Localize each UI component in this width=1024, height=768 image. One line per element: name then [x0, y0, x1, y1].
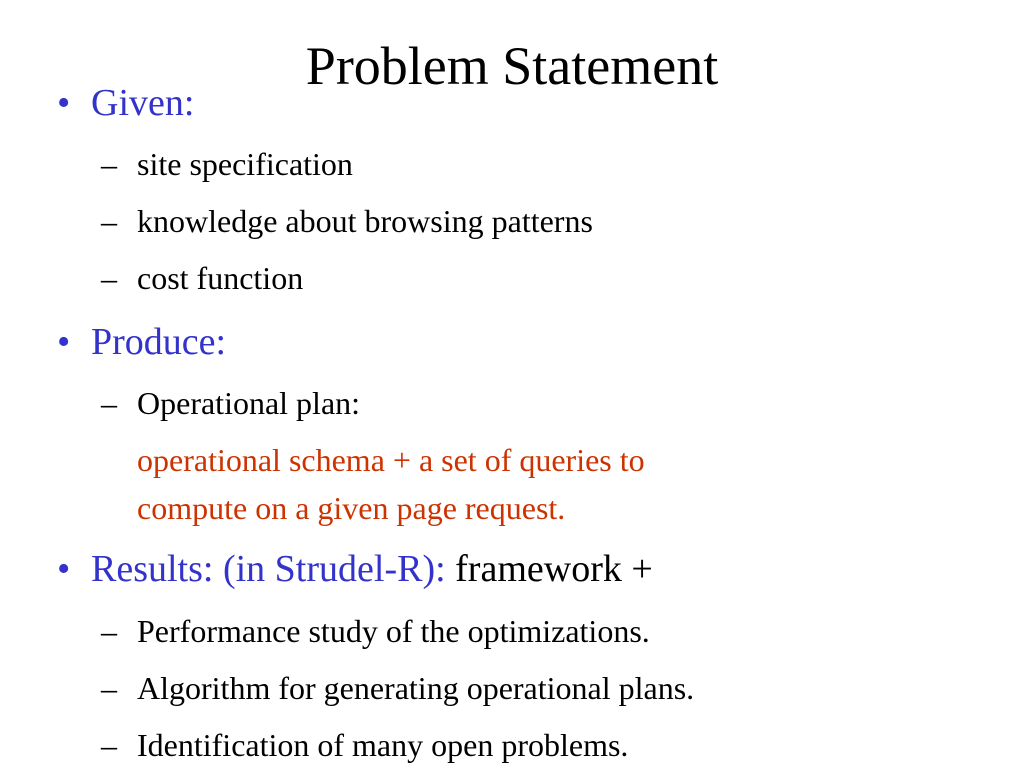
sub-item-text: Identification of many open problems. — [137, 727, 629, 763]
bullet-dot-icon: • — [57, 321, 71, 363]
bullet-dot-icon: • — [57, 82, 71, 124]
sub-item-text: cost function — [137, 260, 304, 296]
dash-icon: – — [101, 727, 117, 763]
bullet-label-given: Given: — [91, 82, 195, 124]
bullet-label-results: Results: (in Strudel-R): — [91, 548, 446, 590]
sub-item-text: site specification — [137, 146, 353, 182]
bullet-dot-icon: • — [57, 548, 71, 590]
dash-icon: – — [101, 146, 117, 182]
dash-icon: – — [101, 613, 117, 649]
bullet-label-produce: Produce: — [91, 321, 227, 363]
produce-note-line: compute on a given page request. — [137, 490, 566, 526]
bullet-results-suffix: framework + — [455, 548, 653, 590]
slide-title: Problem Statement — [305, 36, 719, 96]
dash-icon: – — [101, 260, 117, 296]
sub-item-text: Operational plan: — [137, 385, 361, 421]
bullet-results-text — [91, 547, 653, 591]
sub-item-text: Algorithm for generating operational plans. — [137, 670, 695, 706]
dash-icon: – — [101, 203, 117, 239]
sub-item-text: knowledge about browsing patterns — [137, 203, 593, 239]
produce-note-line: operational schema + a set of queries to — [137, 442, 645, 478]
dash-icon: – — [101, 670, 117, 706]
dash-icon: – — [101, 385, 117, 421]
sub-item-text: Performance study of the optimizations. — [137, 613, 650, 649]
